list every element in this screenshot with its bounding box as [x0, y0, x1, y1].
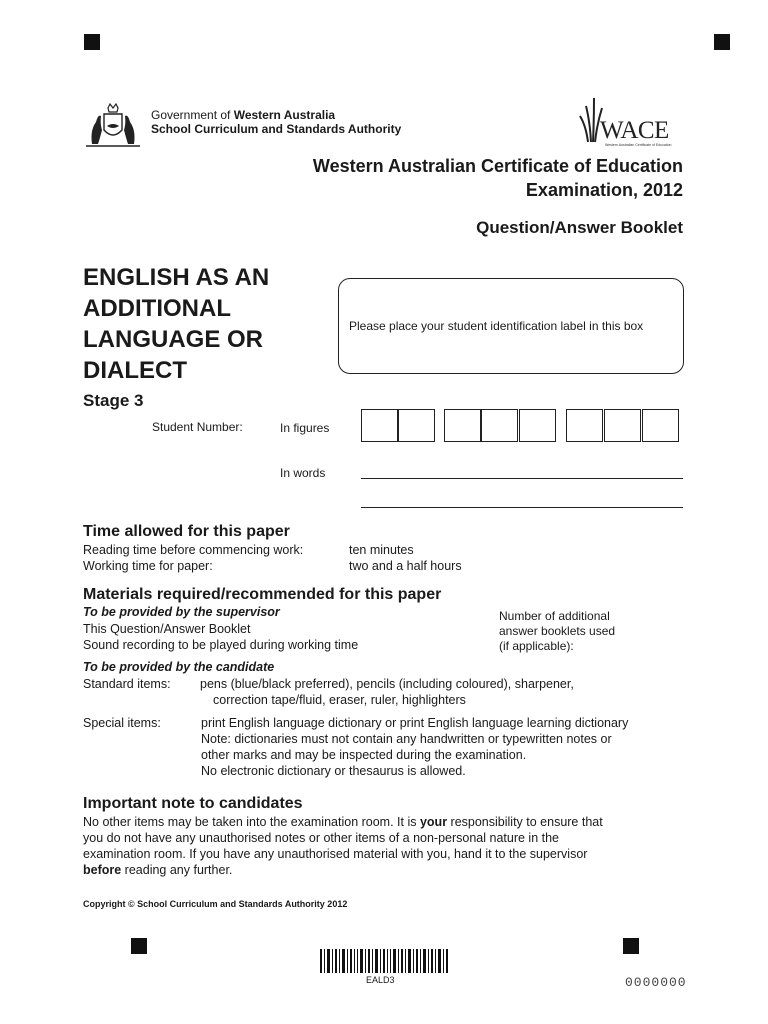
- digit-box-2[interactable]: [398, 409, 435, 442]
- important-note-body: [83, 814, 603, 878]
- digit-box-6[interactable]: [566, 409, 603, 442]
- student-number-digits: [361, 409, 683, 443]
- special-items-line-1: print English language dictionary or print English language learning dictionary: [201, 716, 629, 730]
- standard-items-line-1: pens (blue/black preferred), pencils (including coloured), sharpener,: [200, 677, 574, 691]
- standard-items-label: Standard items:: [83, 677, 171, 691]
- note-emphasis-before: before: [83, 863, 122, 877]
- special-items-list: [201, 715, 628, 779]
- stage-label: Stage 3: [83, 391, 144, 410]
- note-line-4: [83, 862, 603, 878]
- note-line-4-b: reading any further.: [121, 863, 233, 877]
- note-line-2: you do not have any unauthorised notes or other items of a non-personal nature in the: [83, 831, 560, 845]
- subject-title: [83, 262, 269, 386]
- note-line-3: examination room. If you have any unauthorised material with you, hand it to the supervisor: [83, 847, 588, 861]
- government-state: Western Australia: [233, 108, 336, 122]
- student-number-label: Student Number:: [152, 420, 243, 434]
- note-line-1: [83, 814, 603, 830]
- note-line-1-a: No other items may be taken into the examination room. It is: [83, 815, 420, 829]
- coat-of-arms-icon: [82, 100, 144, 150]
- authority-name: School Curriculum and Standards Authority: [151, 122, 402, 136]
- in-words-label: In words: [280, 466, 326, 480]
- supervisor-item-2: Sound recording to be played during working time: [83, 638, 359, 652]
- in-words-line-1[interactable]: [361, 478, 683, 479]
- note-emphasis-your: your: [419, 815, 448, 829]
- digit-box-1[interactable]: [361, 409, 398, 442]
- materials-heading: Materials required/recommended for this paper: [83, 586, 442, 603]
- exam-year: Examination, 2012: [525, 180, 683, 200]
- subject-line-3: LANGUAGE OR: [83, 326, 263, 353]
- student-id-label-box[interactable]: [338, 278, 684, 374]
- government-prefix: Government of: [151, 108, 234, 122]
- reading-time-value: ten minutes: [349, 543, 414, 557]
- registration-mark-top-right: [714, 34, 730, 50]
- special-items-line-2: Note: dictionaries must not contain any handwritten or typewritten notes or: [201, 732, 612, 746]
- id-box-instruction: Please place your student identification label in this box: [349, 319, 644, 333]
- registration-mark-top-left: [84, 34, 100, 50]
- special-items-label: Special items:: [83, 716, 161, 730]
- in-words-line-2[interactable]: [361, 507, 683, 508]
- digit-box-4[interactable]: [481, 409, 518, 442]
- registration-mark-bottom-left: [131, 938, 147, 954]
- barcode-label: EALD3: [366, 975, 395, 985]
- important-note-heading: Important note to candidates: [83, 795, 303, 812]
- barcode: [320, 949, 450, 973]
- additional-booklets-line-3: (if applicable):: [499, 639, 574, 653]
- supervisor-heading: To be provided by the supervisor: [83, 605, 280, 619]
- standard-items-line-2: correction tape/fluid, eraser, ruler, highlighters: [213, 693, 466, 707]
- supervisor-item-1: This Question/Answer Booklet: [83, 622, 251, 636]
- digit-box-8[interactable]: [642, 409, 679, 442]
- candidate-heading: To be provided by the candidate: [83, 660, 275, 674]
- standard-items-list: [200, 676, 574, 708]
- subject-line-1: ENGLISH AS AN: [83, 264, 270, 291]
- working-time-label: Working time for paper:: [83, 559, 213, 573]
- certificate-title: Western Australian Certificate of Education: [312, 156, 683, 176]
- subject-line-2: ADDITIONAL: [83, 295, 231, 322]
- booklet-type: Question/Answer Booklet: [476, 218, 683, 237]
- reading-time-label: Reading time before commencing work:: [83, 543, 304, 557]
- additional-booklets-line-1: Number of additional: [499, 609, 610, 623]
- government-line: [151, 108, 335, 122]
- note-line-1-c: responsibility to ensure that: [447, 815, 603, 829]
- wace-logo-text: WACE: [600, 117, 669, 144]
- serial-number: 0000000: [625, 975, 687, 990]
- digit-box-3[interactable]: [444, 409, 481, 442]
- registration-mark-bottom-right: [623, 938, 639, 954]
- additional-booklets-note: [499, 609, 615, 654]
- digit-box-7[interactable]: [604, 409, 641, 442]
- in-figures-label: In figures: [280, 421, 330, 435]
- digit-box-5[interactable]: [519, 409, 556, 442]
- working-time-value: two and a half hours: [349, 559, 462, 573]
- time-heading: Time allowed for this paper: [83, 523, 290, 540]
- subject-line-4: DIALECT: [83, 357, 187, 384]
- additional-booklets-line-2: answer booklets used: [499, 624, 616, 638]
- special-items-line-3: other marks and may be inspected during the examination.: [201, 748, 527, 762]
- copyright-line: Copyright © School Curriculum and Standards Authority 2012: [83, 899, 348, 909]
- wace-tagline: Western Australian Certificate of Education: [605, 143, 672, 147]
- special-items-line-4: No electronic dictionary or thesaurus is allowed.: [201, 764, 466, 778]
